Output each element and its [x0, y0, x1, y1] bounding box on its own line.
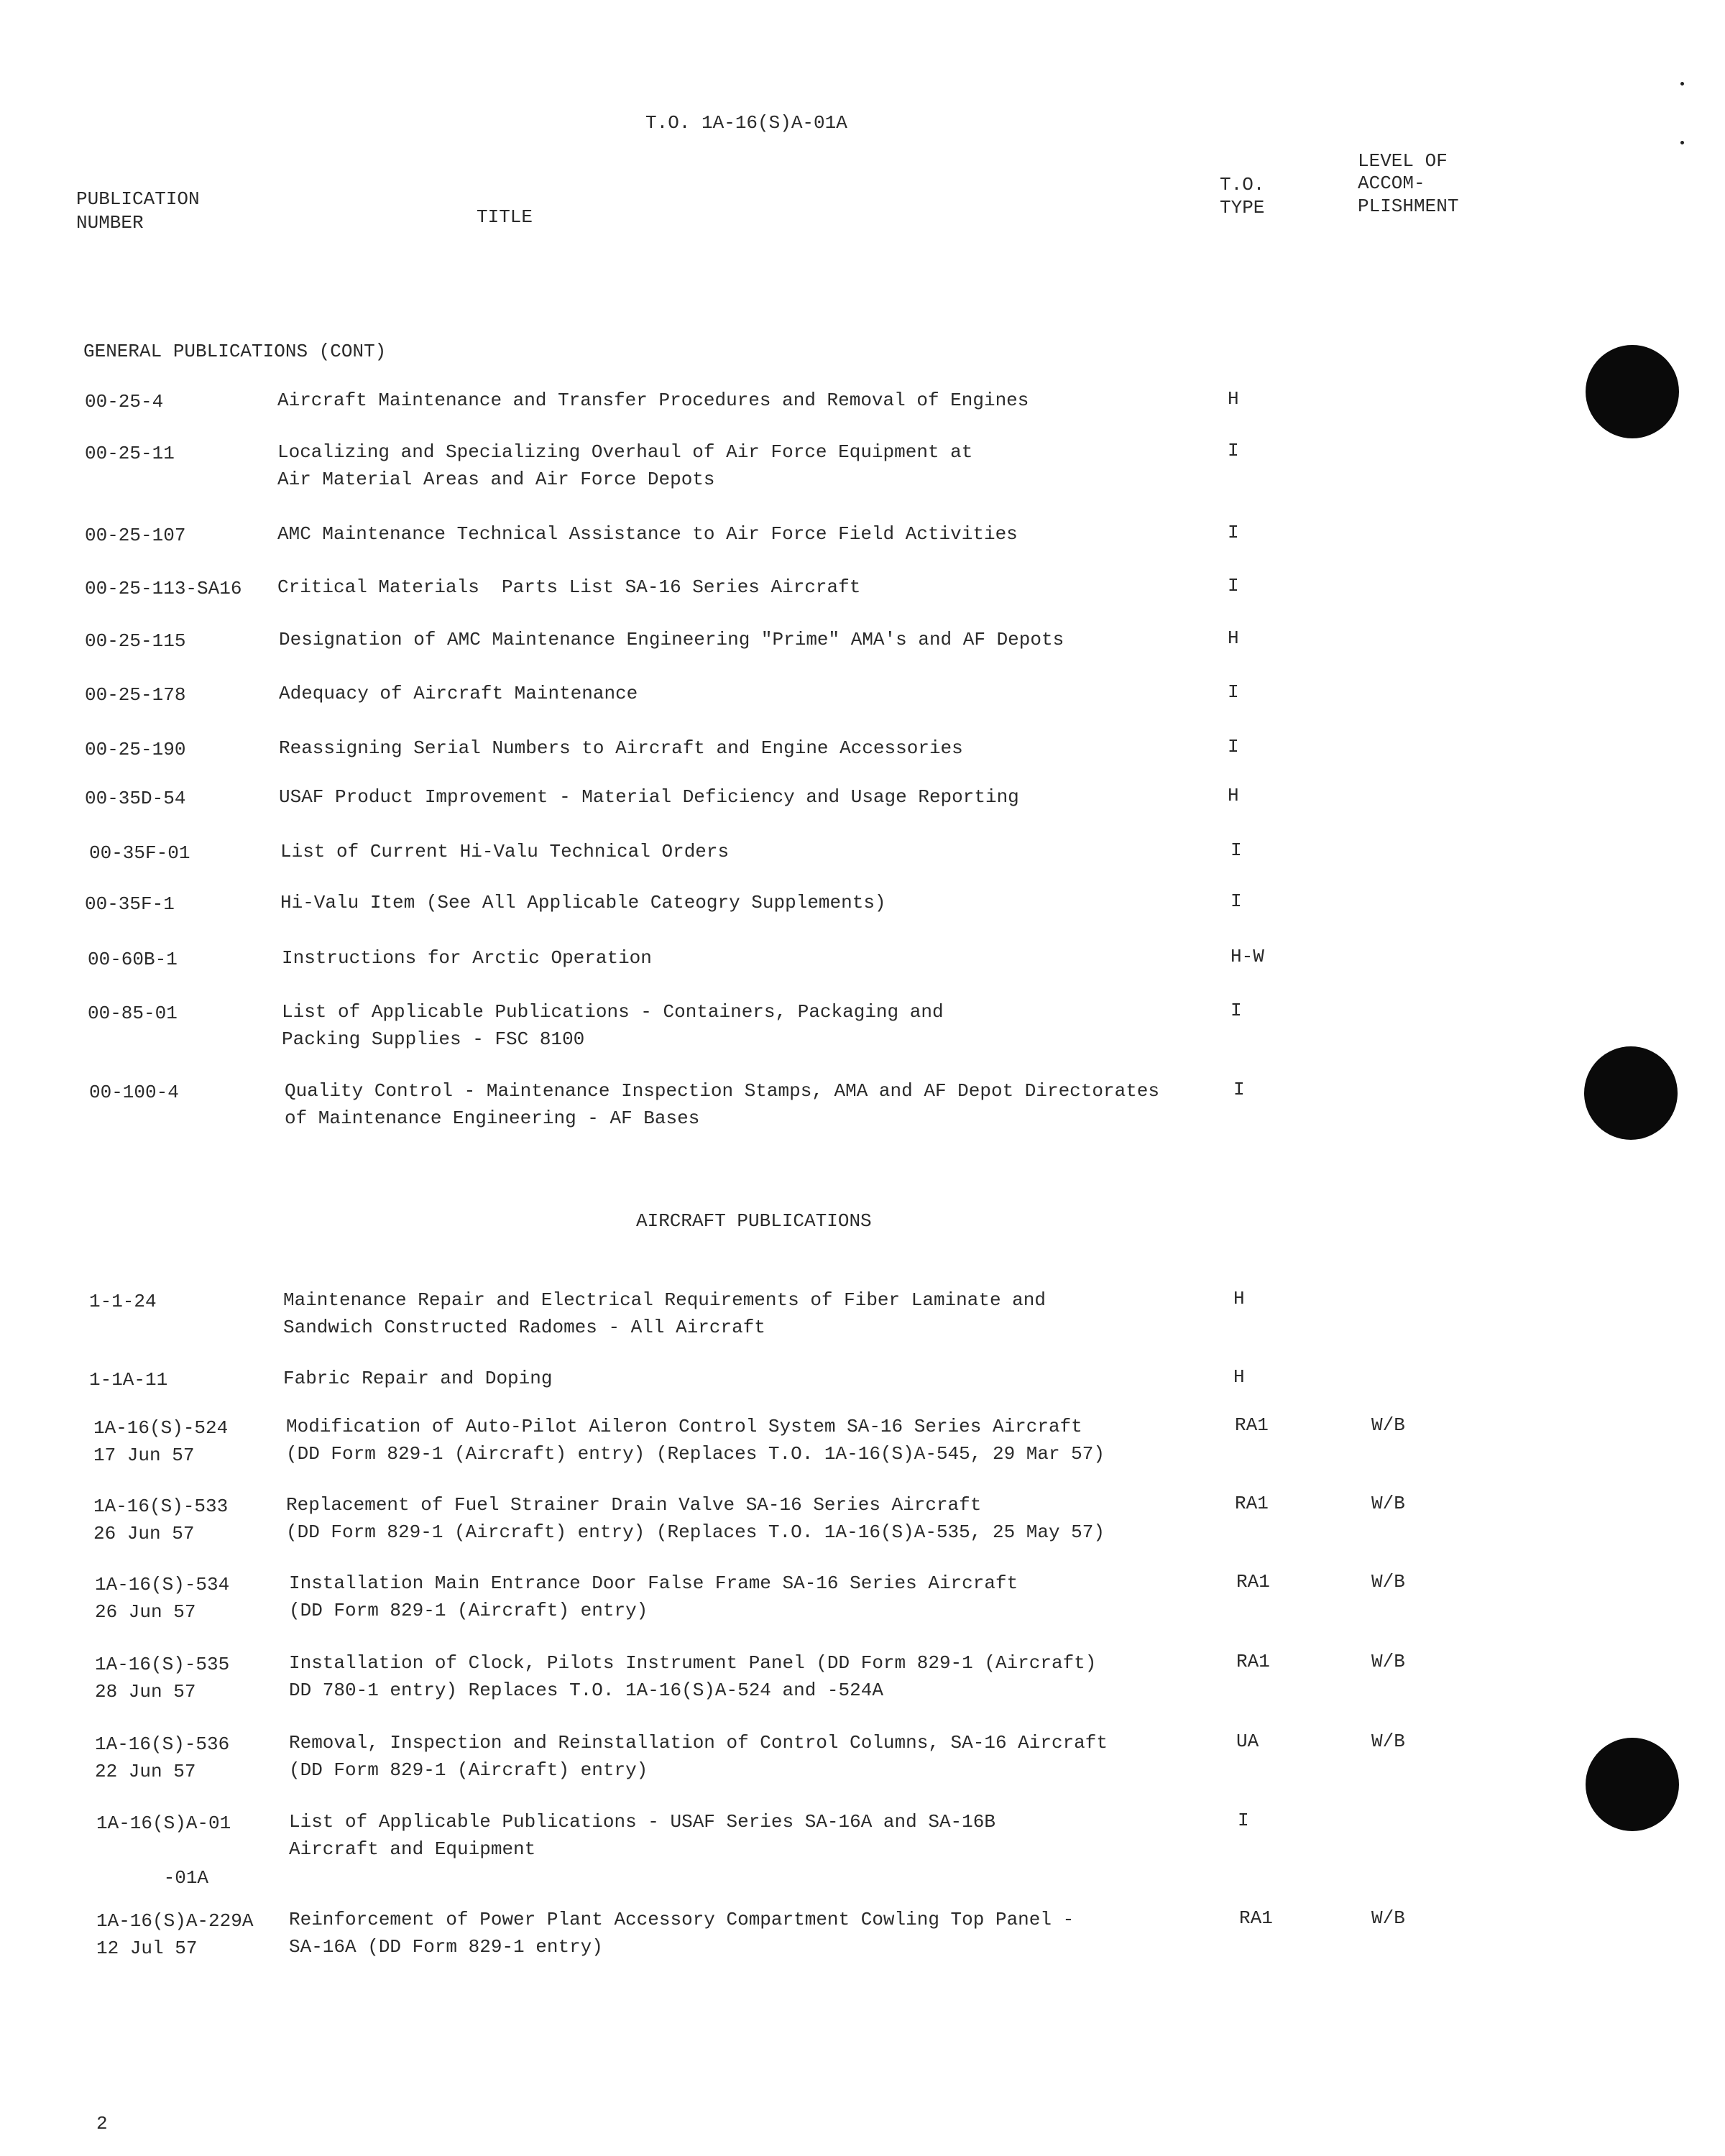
publication-title: Aircraft and Equipment	[289, 1838, 536, 1860]
col-header-to: T.O.	[1220, 174, 1265, 195]
publication-title: AMC Maintenance Technical Assistance to Air Force Field Activities	[277, 523, 1018, 545]
publication-number: 1A-16(S)-533	[93, 1496, 229, 1517]
publication-title: Instructions for Arctic Operation	[282, 947, 652, 969]
col-header-level: LEVEL OF	[1358, 150, 1448, 172]
publication-title: List of Applicable Publications - USAF Series SA-16A and SA-16B	[289, 1811, 995, 1833]
col-header-title: TITLE	[477, 206, 533, 228]
publication-date: 26 Jun 57	[95, 1601, 196, 1623]
to-type: H	[1233, 1366, 1245, 1388]
publication-number: 1A-16(S)-534	[95, 1574, 230, 1595]
binder-hole	[1584, 1046, 1678, 1140]
publication-title: (DD Form 829-1 (Aircraft) entry)	[289, 1759, 648, 1781]
level-of-accomplishment: W/B	[1371, 1651, 1405, 1672]
publication-date: 28 Jun 57	[95, 1681, 196, 1703]
to-type: RA1	[1235, 1493, 1269, 1514]
to-type: H	[1228, 785, 1239, 806]
page-number: 2	[96, 2113, 108, 2134]
speck	[1680, 141, 1684, 144]
publication-number: 1A-16(S)-535	[95, 1654, 230, 1675]
publication-number: 00-25-113-SA16	[85, 578, 242, 599]
publication-date: 12 Jul 57	[96, 1938, 198, 1959]
to-type: I	[1228, 522, 1239, 543]
publication-title: Quality Control - Maintenance Inspection Stamps, AMA and AF Depot Directorates	[285, 1080, 1159, 1102]
publication-title: Removal, Inspection and Reinstallation of Control Columns, SA-16 Aircraft	[289, 1732, 1108, 1754]
level-of-accomplishment: W/B	[1371, 1571, 1405, 1593]
publication-title: List of Current Hi-Valu Technical Orders	[280, 841, 730, 862]
publication-number: 00-25-178	[85, 684, 186, 706]
publication-title: of Maintenance Engineering - AF Bases	[285, 1107, 700, 1129]
publication-title: Reassigning Serial Numbers to Aircraft and Engine Accessories	[279, 737, 963, 759]
publication-number: 00-25-107	[85, 525, 186, 546]
to-type: H	[1228, 627, 1239, 649]
level-of-accomplishment: W/B	[1371, 1493, 1405, 1514]
publication-number: 00-25-190	[85, 739, 186, 760]
to-type: H-W	[1230, 946, 1264, 967]
to-type: H	[1228, 388, 1239, 410]
to-type: I	[1230, 1000, 1242, 1021]
publication-title: Replacement of Fuel Strainer Drain Valve SA-16 Series Aircraft	[286, 1494, 982, 1516]
to-type: I	[1228, 681, 1239, 703]
publication-date: 22 Jun 57	[95, 1761, 196, 1782]
publication-number: 1A-16(S)A-01	[96, 1812, 231, 1834]
publication-number: 00-35F-1	[85, 893, 175, 915]
publication-number: 00-60B-1	[88, 949, 178, 970]
publication-title: Adequacy of Aircraft Maintenance	[279, 683, 638, 704]
to-type: I	[1238, 1810, 1249, 1831]
publication-title: Reinforcement of Power Plant Accessory Compartment Cowling Top Panel -	[289, 1909, 1075, 1930]
level-of-accomplishment: W/B	[1371, 1731, 1405, 1752]
col-header-plishment: PLISHMENT	[1358, 195, 1459, 217]
publication-number: 1A-16(S)-536	[95, 1733, 230, 1755]
col-header-type: TYPE	[1220, 197, 1265, 218]
to-type: I	[1233, 1079, 1245, 1100]
publication-title: List of Applicable Publications - Containers, Packaging and	[282, 1001, 944, 1023]
publication-title: Installation Main Entrance Door False Frame SA-16 Series Aircraft	[289, 1572, 1018, 1594]
publication-number: 00-35D-54	[85, 788, 186, 809]
level-of-accomplishment: W/B	[1371, 1907, 1405, 1929]
publication-title: Packing Supplies - FSC 8100	[282, 1028, 585, 1050]
publication-date: 17 Jun 57	[93, 1445, 195, 1466]
publication-title: USAF Product Improvement - Material Deficiency and Usage Reporting	[279, 786, 1019, 808]
publication-number: 00-85-01	[88, 1003, 178, 1024]
col-header-accom: ACCOM-	[1358, 172, 1425, 194]
publication-number: 00-100-4	[89, 1082, 179, 1103]
publication-number: 1A-16(S)-524	[93, 1417, 229, 1439]
publication-title: (DD Form 829-1 (Aircraft) entry) (Replaces T.O. 1A-16(S)A-545, 29 Mar 57)	[286, 1443, 1105, 1465]
publication-title: Critical Materials Parts List SA-16 Series Aircraft	[277, 576, 861, 598]
publication-number: 00-25-115	[85, 630, 186, 652]
to-type: H	[1233, 1288, 1245, 1309]
publication-number: 1-1A-11	[89, 1369, 168, 1391]
publication-title: Fabric Repair and Doping	[283, 1368, 553, 1389]
publication-title: Sandwich Constructed Radomes - All Aircraft	[283, 1317, 765, 1338]
to-type: UA	[1236, 1731, 1259, 1752]
speck	[1680, 82, 1684, 86]
section-heading: GENERAL PUBLICATIONS (CONT)	[83, 341, 387, 362]
binder-hole	[1586, 345, 1679, 438]
publication-date: -01A	[96, 1867, 209, 1889]
publication-title: (DD Form 829-1 (Aircraft) entry) (Replaces T.O. 1A-16(S)A-535, 25 May 57)	[286, 1521, 1105, 1543]
to-type: RA1	[1235, 1414, 1269, 1436]
publication-date: 26 Jun 57	[93, 1523, 195, 1544]
binder-hole	[1586, 1738, 1679, 1831]
publication-title: Modification of Auto-Pilot Aileron Control System SA-16 Series Aircraft	[286, 1416, 1082, 1437]
publication-number: 00-25-4	[85, 391, 164, 413]
publication-title: Maintenance Repair and Electrical Requirements of Fiber Laminate and	[283, 1289, 1046, 1311]
publication-number: 1-1-24	[89, 1291, 157, 1312]
to-type: RA1	[1239, 1907, 1273, 1929]
publication-title: Aircraft Maintenance and Transfer Procedures and Removal of Engines	[277, 390, 1029, 411]
publication-number: 1A-16(S)A-229A	[96, 1910, 254, 1932]
publication-number: 00-25-11	[85, 443, 175, 464]
document-number: T.O. 1A-16(S)A-01A	[645, 112, 847, 134]
publication-title: Air Material Areas and Air Force Depots	[277, 469, 715, 490]
section-heading: AIRCRAFT PUBLICATIONS	[636, 1210, 872, 1232]
col-header-number: NUMBER	[76, 212, 144, 234]
publication-title: Installation of Clock, Pilots Instrument Panel (DD Form 829-1 (Aircraft)	[289, 1652, 1097, 1674]
col-header-publication: PUBLICATION	[76, 188, 200, 210]
publication-title: Hi-Valu Item (See All Applicable Cateogry Supplements)	[280, 892, 886, 913]
to-type: RA1	[1236, 1651, 1270, 1672]
publication-number: 00-35F-01	[89, 842, 190, 864]
to-type: RA1	[1236, 1571, 1270, 1593]
level-of-accomplishment: W/B	[1371, 1414, 1405, 1436]
publication-title: Localizing and Specializing Overhaul of Air Force Equipment at	[277, 441, 973, 463]
publication-title: SA-16A (DD Form 829-1 entry)	[289, 1936, 603, 1958]
to-type: I	[1228, 736, 1239, 757]
publication-title: (DD Form 829-1 (Aircraft) entry)	[289, 1600, 648, 1621]
to-type: I	[1230, 839, 1242, 861]
to-type: I	[1228, 575, 1239, 596]
to-type: I	[1228, 440, 1239, 461]
to-type: I	[1230, 890, 1242, 912]
publication-title: Designation of AMC Maintenance Engineering "Prime" AMA's and AF Depots	[279, 629, 1064, 650]
publication-title: DD 780-1 entry) Replaces T.O. 1A-16(S)A-524 and -524A	[289, 1680, 883, 1701]
